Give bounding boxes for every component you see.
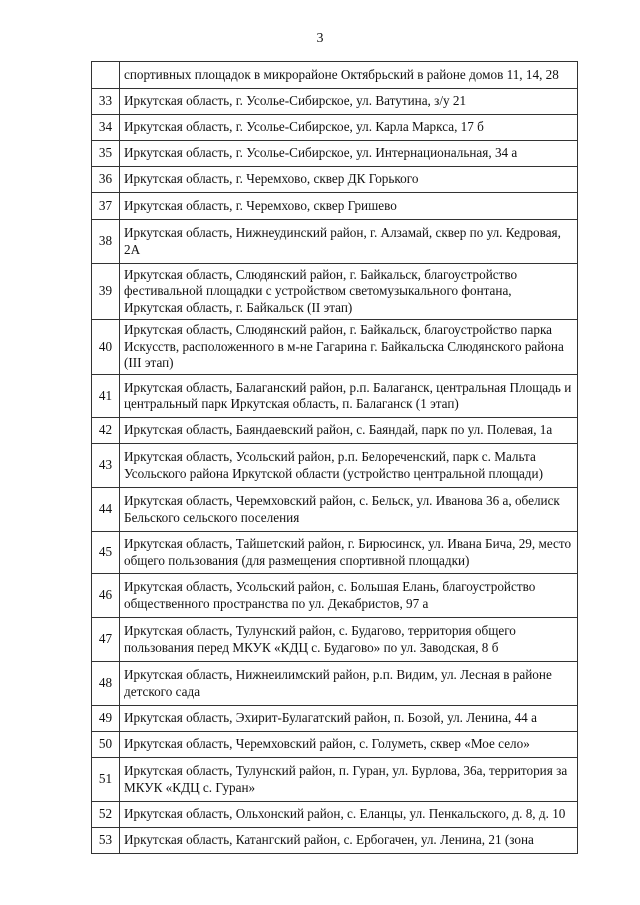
row-number: 45 (92, 532, 120, 574)
row-address: Иркутская область, г. Усолье-Сибирское, ул. Карла Маркса, 17 б (120, 115, 578, 141)
row-number: 44 (92, 488, 120, 532)
table-row (92, 662, 578, 706)
row-number: 52 (92, 802, 120, 828)
table-row (92, 141, 578, 167)
row-number (92, 62, 120, 89)
table-row (92, 444, 578, 488)
table-row (92, 758, 578, 802)
table-row (92, 828, 578, 854)
row-address: Иркутская область, г. Черемхово, сквер Гришево (120, 193, 578, 220)
row-address: Иркутская область, г. Черемхово, сквер ДК Горького (120, 167, 578, 193)
row-address: Иркутская область, Катангский район, с. Ербогачен, ул. Ленина, 21 (зона (120, 828, 578, 854)
row-address: Иркутская область, Ольхонский район, с. Еланцы, ул. Пенкальского, д. 8, д. 10 (120, 802, 578, 828)
table-row (92, 320, 578, 375)
row-number: 40 (92, 320, 120, 375)
table-row (92, 62, 578, 89)
table-row (92, 264, 578, 320)
row-address: спортивных площадок в микрорайоне Октябрьский в районе домов 11, 14, 28 (120, 62, 578, 89)
row-number: 38 (92, 220, 120, 264)
row-number: 48 (92, 662, 120, 706)
row-address: Иркутская область, Нижнеудинский район, г. Алзамай, сквер по ул. Кедровая, 2А (120, 220, 578, 264)
table-row (92, 732, 578, 758)
row-number: 51 (92, 758, 120, 802)
address-table-body (92, 62, 578, 854)
table-row (92, 618, 578, 662)
row-number: 47 (92, 618, 120, 662)
row-number: 53 (92, 828, 120, 854)
row-number: 37 (92, 193, 120, 220)
row-address: Иркутская область, Черемховский район, с. Голуметь, сквер «Мое село» (120, 732, 578, 758)
table-row (92, 706, 578, 732)
row-number: 43 (92, 444, 120, 488)
row-number: 42 (92, 418, 120, 444)
row-address: Иркутская область, Тайшетский район, г. Бирюсинск, ул. Ивана Бича, 29, место общего пользования (для размещения спортивной площадки) (120, 532, 578, 574)
address-table (91, 61, 578, 854)
row-number: 41 (92, 375, 120, 418)
table-row (92, 89, 578, 115)
row-number: 49 (92, 706, 120, 732)
row-address: Иркутская область, г. Усолье-Сибирское, ул. Интернациональная, 34 а (120, 141, 578, 167)
row-number: 50 (92, 732, 120, 758)
table-row (92, 375, 578, 418)
row-number: 33 (92, 89, 120, 115)
row-number: 46 (92, 574, 120, 618)
row-address: Иркутская область, Черемховский район, с. Бельск, ул. Иванова 36 а, обелиск Бельского сельского поселения (120, 488, 578, 532)
table-row (92, 418, 578, 444)
row-address: Иркутская область, Балаганский район, р.п. Балаганск, центральная Площадь и центральный парк Иркутская область, п. Балаганск (1 этап) (120, 375, 578, 418)
table-row (92, 574, 578, 618)
row-address: Иркутская область, Усольский район, р.п. Белореченский, парк с. Мальта Усольского района Иркутской области (устройство центральной площади) (120, 444, 578, 488)
row-address: Иркутская область, Слюдянский район, г. Байкальск, благоустройство фестивальной площадки с устройством светомузыкального фонтана, Иркутская область, г. Байкальск (II этап) (120, 264, 578, 320)
table-row (92, 167, 578, 193)
table-row (92, 532, 578, 574)
row-address: Иркутская область, Тулунский район, с. Будагово, территория общего пользования перед МКУК «КДЦ с. Будагово» по ул. Заводская, 8 б (120, 618, 578, 662)
page-number: 3 (316, 31, 324, 46)
table-row (92, 220, 578, 264)
table-row (92, 802, 578, 828)
row-address: Иркутская область, Усольский район, с. Большая Елань, благоустройство общественного пространства по ул. Декабристов, 97 а (120, 574, 578, 618)
row-number: 35 (92, 141, 120, 167)
row-number: 39 (92, 264, 120, 320)
table-row (92, 488, 578, 532)
row-number: 36 (92, 167, 120, 193)
row-address: Иркутская область, Слюдянский район, г. Байкальск, благоустройство парка Искусств, расположенного в м-не Гагарина г. Байкальска Слюдянского района (III этап) (120, 320, 578, 375)
table-row (92, 115, 578, 141)
row-address: Иркутская область, Нижнеилимский район, р.п. Видим, ул. Лесная в районе детского сада (120, 662, 578, 706)
row-address: Иркутская область, Баяндаевский район, с. Баяндай, парк по ул. Полевая, 1а (120, 418, 578, 444)
row-address: Иркутская область, Эхирит-Булагатский район, п. Бозой, ул. Ленина, 44 а (120, 706, 578, 732)
row-address: Иркутская область, Тулунский район, п. Гуран, ул. Бурлова, 36а, территория за МКУК «КДЦ с. Гуран» (120, 758, 578, 802)
row-address: Иркутская область, г. Усолье-Сибирское, ул. Ватутина, з/у 21 (120, 89, 578, 115)
row-number: 34 (92, 115, 120, 141)
table-row (92, 193, 578, 220)
